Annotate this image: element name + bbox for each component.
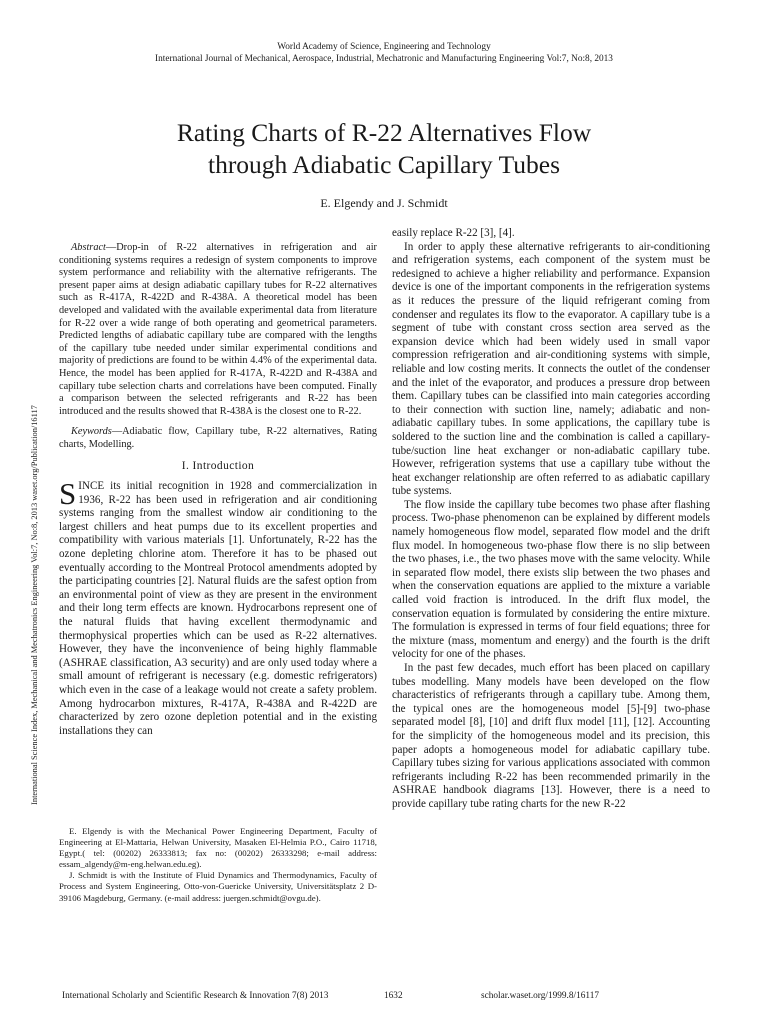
section-heading-introduction: I. Introduction: [181, 459, 255, 472]
title-line-2: through Adiabatic Capillary Tubes: [207, 150, 561, 179]
footer-doi[interactable]: scholar.waset.org/1999.8/16117: [481, 991, 600, 1001]
keywords-text: —Adiabatic flow, Capillary tube, R-22 alternatives, Rating charts, Modelling.: [59, 426, 377, 450]
side-watermark: [28, 305, 42, 905]
drop-cap: S: [59, 476, 77, 512]
abstract-label: Abstract: [71, 242, 106, 253]
abstract: [59, 242, 377, 418]
intro-paragraph-2: In order to apply these alternative refrigerants to air-conditioning and refrigeration systems, each component of the system must be redesigned to achieve a higher reliability and performance. Expansion device is one of the important components in the refrigeration systems as it reduces the pressure of the liquid refrigerant coming from condenser and regulates its flow to the evaporator. A capillary tube is a segment of tube with constant cross section area served as the expansion device which had been widely used in small vapor compression refrigeration and air-conditioning systems with simple, reliable and low costing merits. It connects the outlet of the condenser and the inlet of the evaporator, and produces a pressure drop between them. Capillary tubes can be classified into main categories according to their connection with suction line, namely; adiabatic and non-adiabatic capillary tubes. In some applications, the capillary tube is soldered to the suction line and the combination is called a capillary-tube/suction line heat exchanger or non-adiabatic capillary tube. However, refrigeration systems that use a capillary tube without the heat exchanger relationship are often referred to as adiabatic capillary tube systems.: [392, 240, 710, 498]
authors: E. Elgendy and J. Schmidt: [320, 196, 448, 210]
left-column: [59, 242, 377, 738]
footnote-schmidt: J. Schmidt is with the Institute of Fluid Dynamics and Thermodynamics, Faculty of Process and System Engineering, Otto-von-Guericke University, Universitätsplatz 2 D-39106 Magdeburg, Germany. (e-mail address: juergen.schmidt@ovgu.de).: [59, 870, 377, 903]
title-line-1: Rating Charts of R-22 Alternatives Flow: [176, 118, 592, 147]
intro-paragraph-1-continued: easily replace R-22 [3], [4].: [392, 227, 515, 239]
paper-title: [60, 117, 708, 181]
abstract-text: —Drop-in of R-22 alternatives in refrigeration and air conditioning systems requires a redesign of system components to improve system performance and reliability with the alternative refrigerants. The present paper aims at design adiabatic capillary tubes for R-22 alternatives such as R-417A, R-422D and R-438A. A theoretical model has been developed and validated with the available experimental data from literature for R-22 over a wide range of both operating and geometrical parameters. Predicted lengths of adiabatic capillary tube are compared with the lengths of the capillary tube needed under similar experimental conditions and majority of predictions are found to be within 4.4% of the experimental data. Hence, the model has been applied for R-417A, R-422D and R-438A and capillary tube selection charts and correlations have been computed. Finally a comparison between the selected refrigerants and R-22 has been introduced and the results showed that R-438A is the closest one to R-22.: [59, 242, 377, 417]
right-column: [392, 227, 710, 812]
keywords: [59, 426, 377, 451]
intro-paragraph-3: The flow inside the capillary tube becomes two phase after flashing process. Two-phase phenomenon can be explained by different models namely homogeneous flow model, separated flow model and the drift flux model. In homogeneous two-phase flow there is no slip between the two phases, i.e., the two phases move with the same velocity. While in separated flow model, there exists slip between the two phases and when the conservation equations are applied to the mixture a variable called void fraction is introduced. In the drift flux model, the conservation equation is formulated by considering the entire mixture. The formulation is expressed in terms of four field equations; three for the mixture (mass, momentum and energy) and the fourth is the drift velocity for one of the phases.: [392, 498, 710, 661]
footer-publisher: International Scholarly and Scientific Research & Innovation 7(8) 2013: [62, 991, 329, 1001]
side-watermark-text: International Science Index, Mechanical and Mechatronics Engineering Vol:7, No:8, 2013 waset.org/Publication/16117: [30, 405, 39, 805]
intro-paragraph-1-text: INCE its initial recognition in 1928 and commercialization in 1936, R-22 has been used in refrigeration and air conditioning systems ranging from the smallest window air conditioning to the largest chillers and heat pumps due to its excellent properties and compatibility with various materials [1]. Unfortunately, R-22 has the ozone depleting chlorine atom. Therefore it has to be phased out eventually according to the Montreal Protocol amendments adopted by the participating countries [2]. Natural fluids are the safest option from an environmental point of view as they are present in the environment and their long term effects are known. Hydrocarbons represent one of the natural fluids that having excellent thermodynamic and thermophysical properties which can be used as R-22 alternatives. However, they have the inconvenience of being highly flammable (ASHRAE classification, A3 security) and are only used today where a small amount of refrigerant is necessary (e.g. domestic refrigerators) which even in the case of a leakage would not create a safety problem. Among hydrocarbon mixtures, R-417A, R-438A and R-422D are characterized by zero ozone depletion potential and in the existing installations they can: [59, 480, 377, 737]
journal-publisher: World Academy of Science, Engineering and Technology: [277, 42, 491, 52]
intro-paragraph-4: In the past few decades, much effort has been placed on capillary tubes modelling. Many models have been developed on the flow characteristics of refrigerants through a capillary tube. Among them, the typical ones are the homogeneous model [5]-[9] two-phase separated model [8], [10] and drift flux model [11], [12]. Accounting for the simplicity of the homogeneous model and its precision, this paper adopts a homogeneous model for adiabatic capillary tube. Capillary tubes sizing for various applications associated with common refrigerants including R-22 has been recommended primarily in the ASHRAE handbook diagrams [13]. However, there is a need to provide capillary tube rating charts for the new R-22: [392, 662, 710, 810]
footnote-elgendy: E. Elgendy is with the Mechanical Power Engineering Department, Faculty of Engineering at El-Mattaria, Helwan University, Masaken El-Helmia P.O., Cairo 11718, Egypt.( tel: (00202) 26333813; fax no: (00202) 26333298; e-mail address: essam_algendy@m-eng.helwan.edu.eg).: [59, 826, 377, 870]
journal-name: International Journal of Mechanical, Aerospace, Industrial, Mechatronic and Manufacturing Engineering Vol:7, No:8, 2013: [155, 54, 613, 64]
page-number: 1632: [384, 991, 403, 1001]
keywords-label: Keywords: [71, 426, 112, 438]
author-footnotes: [59, 826, 377, 904]
intro-paragraph-1: [59, 476, 377, 738]
